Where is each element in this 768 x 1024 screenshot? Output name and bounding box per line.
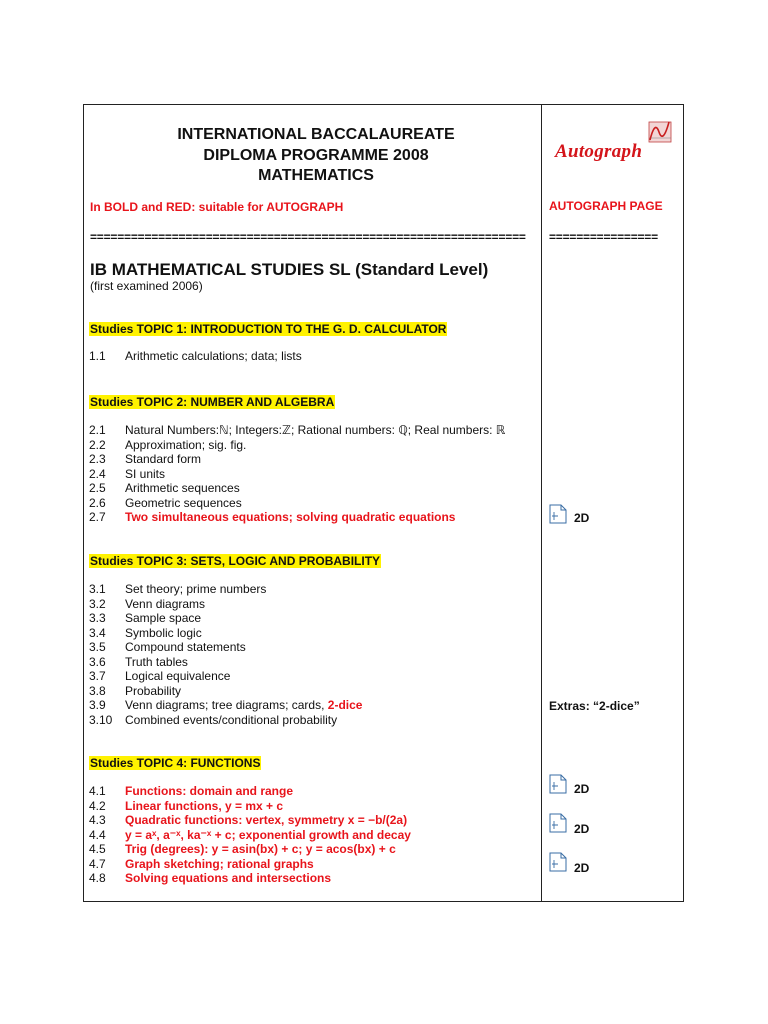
link-label: 2D bbox=[574, 822, 590, 836]
right-separator: ================ bbox=[549, 230, 658, 244]
document-icon bbox=[549, 504, 567, 524]
list-item bbox=[89, 784, 293, 799]
topic-heading-text: Studies TOPIC 4: FUNCTIONS bbox=[90, 756, 261, 770]
list-item bbox=[89, 423, 505, 438]
document-icon bbox=[549, 774, 567, 794]
list-item bbox=[89, 467, 165, 482]
link-label: 2D bbox=[574, 782, 590, 796]
topic-heading-text: Studies TOPIC 2: NUMBER AND ALGEBRA bbox=[90, 395, 335, 409]
list-item bbox=[89, 481, 240, 496]
list-item bbox=[89, 828, 411, 843]
list-item bbox=[89, 684, 181, 699]
topic-3-heading bbox=[89, 552, 381, 570]
item-number: 4.4 bbox=[89, 827, 106, 842]
item-number: 2.1 bbox=[89, 423, 106, 437]
title-line-3: MATHEMATICS bbox=[258, 167, 374, 184]
title-line-1: INTERNATIONAL BACCALAUREATE bbox=[177, 126, 455, 143]
course-subtitle: (first examined 2006) bbox=[90, 279, 203, 293]
list-item bbox=[89, 813, 407, 828]
list-item bbox=[89, 698, 362, 713]
item-text: Symbolic logic bbox=[125, 625, 202, 640]
list-item bbox=[89, 655, 188, 670]
item-number: 3.1 bbox=[89, 582, 106, 596]
document-icon bbox=[549, 852, 567, 872]
list-item bbox=[89, 438, 246, 453]
item-text: Trig (degrees): y = asin(bx) + c; y = acos(bx) + c bbox=[125, 842, 396, 856]
item-text: Arithmetic sequences bbox=[125, 481, 240, 495]
list-item bbox=[89, 640, 246, 655]
item-number: 4.2 bbox=[89, 798, 106, 813]
list-item bbox=[89, 713, 337, 728]
item-number: 3.2 bbox=[89, 596, 106, 611]
separator-line: ================================================================ bbox=[90, 230, 526, 244]
item-text: Sample space bbox=[125, 611, 202, 625]
item-text: Graph sketching; rational graphs bbox=[125, 856, 314, 871]
item-number: 3.5 bbox=[89, 640, 106, 654]
list-item bbox=[89, 626, 202, 641]
document-icon bbox=[549, 813, 567, 833]
item-number: 2.4 bbox=[89, 466, 106, 481]
list-item bbox=[89, 842, 396, 857]
item-number: 3.10 bbox=[89, 712, 113, 727]
item-text: Arithmetic calculations; data; lists bbox=[125, 349, 302, 363]
item-text: Probability bbox=[125, 683, 182, 698]
item-text: Combined events/conditional probability bbox=[125, 712, 338, 727]
list-item bbox=[89, 857, 314, 872]
item-number: 3.9 bbox=[89, 698, 106, 712]
item-text: Two simultaneous equations; solving quadratic equations bbox=[125, 510, 456, 524]
item-text: Natural Numbers:ℕ; Integers:ℤ; Rational numbers: ℚ; Real numbers: ℝ bbox=[125, 423, 506, 437]
item-text: Truth tables bbox=[125, 654, 188, 669]
link-label: 2D bbox=[574, 861, 590, 875]
item-number: 3.3 bbox=[89, 611, 106, 625]
item-number: 3.6 bbox=[89, 654, 106, 669]
item-number: 2.2 bbox=[89, 437, 106, 452]
item-text: Venn diagrams bbox=[125, 596, 206, 611]
item-text: Linear functions, y = mx + c bbox=[125, 798, 284, 813]
title-line-2: DIPLOMA PROGRAMME 2008 bbox=[203, 147, 429, 164]
topic-heading-text: Studies TOPIC 3: SETS, LOGIC AND PROBABILITY bbox=[90, 554, 381, 568]
topic-heading-text: Studies TOPIC 1: INTRODUCTION TO THE G. D. CALCULATOR bbox=[90, 322, 447, 336]
list-item bbox=[89, 349, 302, 364]
item-text: Geometric sequences bbox=[125, 495, 242, 510]
item-number: 4.3 bbox=[89, 813, 106, 827]
topic-2-heading bbox=[89, 393, 335, 411]
item-number: 3.4 bbox=[89, 625, 106, 640]
list-item bbox=[89, 597, 205, 612]
item-number: 3.7 bbox=[89, 669, 106, 683]
link-label: 2D bbox=[574, 511, 590, 525]
item-number: 2.3 bbox=[89, 452, 106, 466]
item-text: Solving equations and intersections bbox=[125, 871, 332, 885]
list-item bbox=[89, 510, 455, 525]
item-text: Standard form bbox=[125, 452, 202, 466]
item-number: 2.6 bbox=[89, 495, 106, 510]
item-number: 2.5 bbox=[89, 481, 106, 495]
item-number: 4.5 bbox=[89, 842, 106, 856]
item-text: Quadratic functions: vertex, symmetry x = −b/(2a) bbox=[125, 813, 408, 827]
list-item bbox=[89, 799, 283, 814]
item-text: y = aˣ, a⁻ˣ, ka⁻ˣ + c; exponential growth and decay bbox=[125, 827, 411, 842]
item-text: Set theory; prime numbers bbox=[125, 582, 267, 596]
list-item bbox=[89, 669, 230, 684]
item-text: Compound statements bbox=[125, 640, 246, 654]
list-item bbox=[89, 582, 266, 597]
item-number: 2.7 bbox=[89, 510, 106, 524]
item-number: 4.8 bbox=[89, 871, 106, 885]
list-item bbox=[89, 496, 242, 511]
list-item bbox=[89, 611, 201, 626]
autograph-page-heading: AUTOGRAPH PAGE bbox=[549, 199, 663, 213]
item-text: Venn diagrams; tree diagrams; cards, bbox=[125, 698, 325, 712]
autograph-wordmark: Autograph bbox=[555, 141, 643, 162]
item-number: 3.8 bbox=[89, 683, 106, 698]
topic-1-heading bbox=[89, 320, 447, 338]
item-red-suffix: 2-dice bbox=[327, 698, 363, 712]
item-text: Approximation; sig. fig. bbox=[125, 437, 247, 452]
item-text: SI units bbox=[125, 466, 166, 481]
item-text: Logical equivalence bbox=[125, 669, 231, 683]
course-title: IB MATHEMATICAL STUDIES SL (Standard Level) bbox=[90, 260, 489, 279]
graph-logo-icon bbox=[647, 118, 675, 144]
extras-note: Extras: “2-dice” bbox=[549, 699, 640, 713]
item-number: 1.1 bbox=[89, 349, 106, 363]
column-divider bbox=[541, 104, 542, 902]
item-number: 4.1 bbox=[89, 784, 106, 798]
list-item bbox=[89, 452, 201, 467]
item-text: Functions: domain and range bbox=[125, 784, 294, 798]
item-number: 4.7 bbox=[89, 856, 106, 871]
autograph-note: In BOLD and RED: suitable for AUTOGRAPH bbox=[90, 200, 344, 214]
topic-4-heading bbox=[89, 754, 261, 772]
list-item bbox=[89, 871, 331, 886]
